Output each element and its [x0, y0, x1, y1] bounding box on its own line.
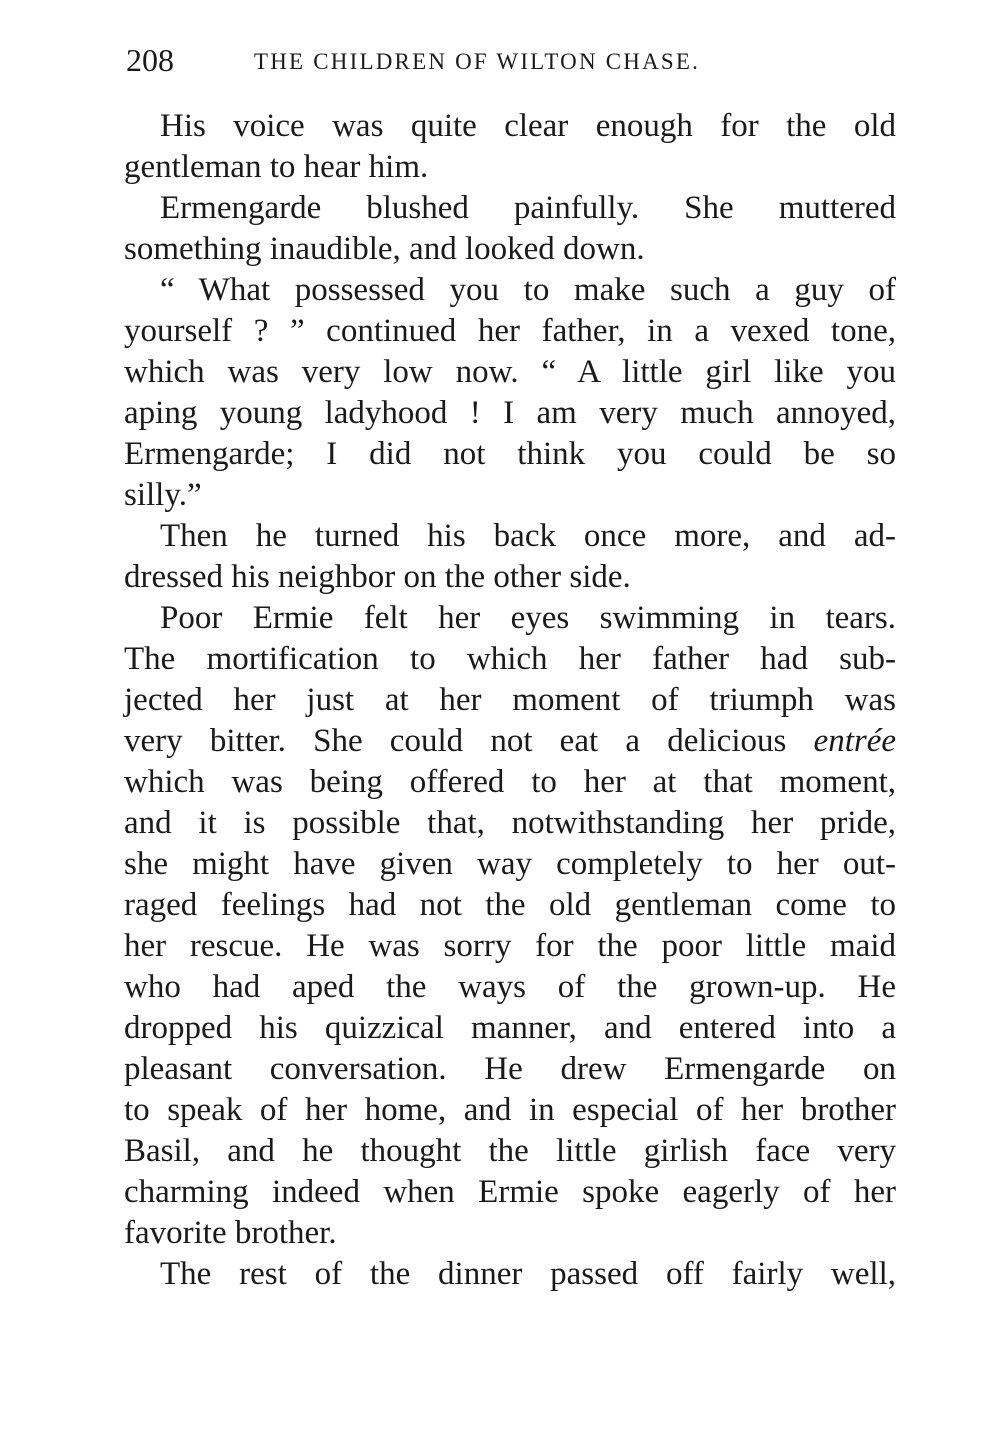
text-line: [124, 721, 896, 762]
text-line: “ What possessed you to make such a guy of: [160, 272, 896, 308]
text-line: to speak of her home, and in especial of her brother: [124, 1092, 896, 1128]
text-line: and it is possible that, notwithstanding her pride,: [124, 805, 896, 841]
text-line: pleasant conversation. He drew Ermengarde on: [124, 1051, 896, 1087]
body-text: [124, 106, 896, 1295]
text-line: raged feelings had not the old gentleman come to: [124, 887, 896, 923]
text-line: silly.”: [124, 477, 202, 513]
text-line: Ermengarde blushed painfully. She muttered: [160, 190, 896, 226]
text-line: Basil, and he thought the little girlish face very: [124, 1133, 896, 1169]
text-line: her rescue. He was sorry for the poor little maid: [124, 928, 896, 964]
text-line: The mortification to which her father had sub-: [124, 641, 896, 677]
text-line: dropped his quizzical manner, and entered into a: [124, 1010, 896, 1046]
text-line: Then he turned his back once more, and ad-: [160, 518, 896, 554]
text-line: His voice was quite clear enough for the old: [160, 108, 896, 144]
text-line: yourself ? ” continued her father, in a vexed tone,: [124, 313, 896, 349]
text-line: she might have given way completely to her out-: [124, 846, 896, 882]
text-line: charming indeed when Ermie spoke eagerly of her: [124, 1174, 896, 1210]
text-line-part: very bitter. She could not eat a delicious: [124, 723, 787, 759]
page-number: 208: [126, 42, 174, 78]
running-head: [126, 40, 896, 80]
italic-word: entrée: [813, 723, 896, 759]
text-line: aping young ladyhood ! I am very much annoyed,: [124, 395, 896, 431]
running-title: THE CHILDREN OF WILTON CHASE.: [254, 49, 701, 74]
text-line: something inaudible, and looked down.: [124, 231, 645, 267]
text-line: Poor Ermie felt her eyes swimming in tears.: [160, 600, 896, 636]
text-line: Ermengarde; I did not think you could be so: [124, 436, 896, 472]
text-line: gentleman to hear him.: [124, 149, 429, 185]
text-line: which was very low now. “ A little girl like you: [124, 354, 896, 390]
text-line: The rest of the dinner passed off fairly well,: [160, 1256, 896, 1292]
text-line: which was being offered to her at that moment,: [124, 764, 896, 800]
text-line: dressed his neighbor on the other side.: [124, 559, 631, 595]
text-line: favorite brother.: [124, 1215, 337, 1251]
text-line: jected her just at her moment of triumph was: [124, 682, 896, 718]
text-line: who had aped the ways of the grown-up. He: [124, 969, 896, 1005]
